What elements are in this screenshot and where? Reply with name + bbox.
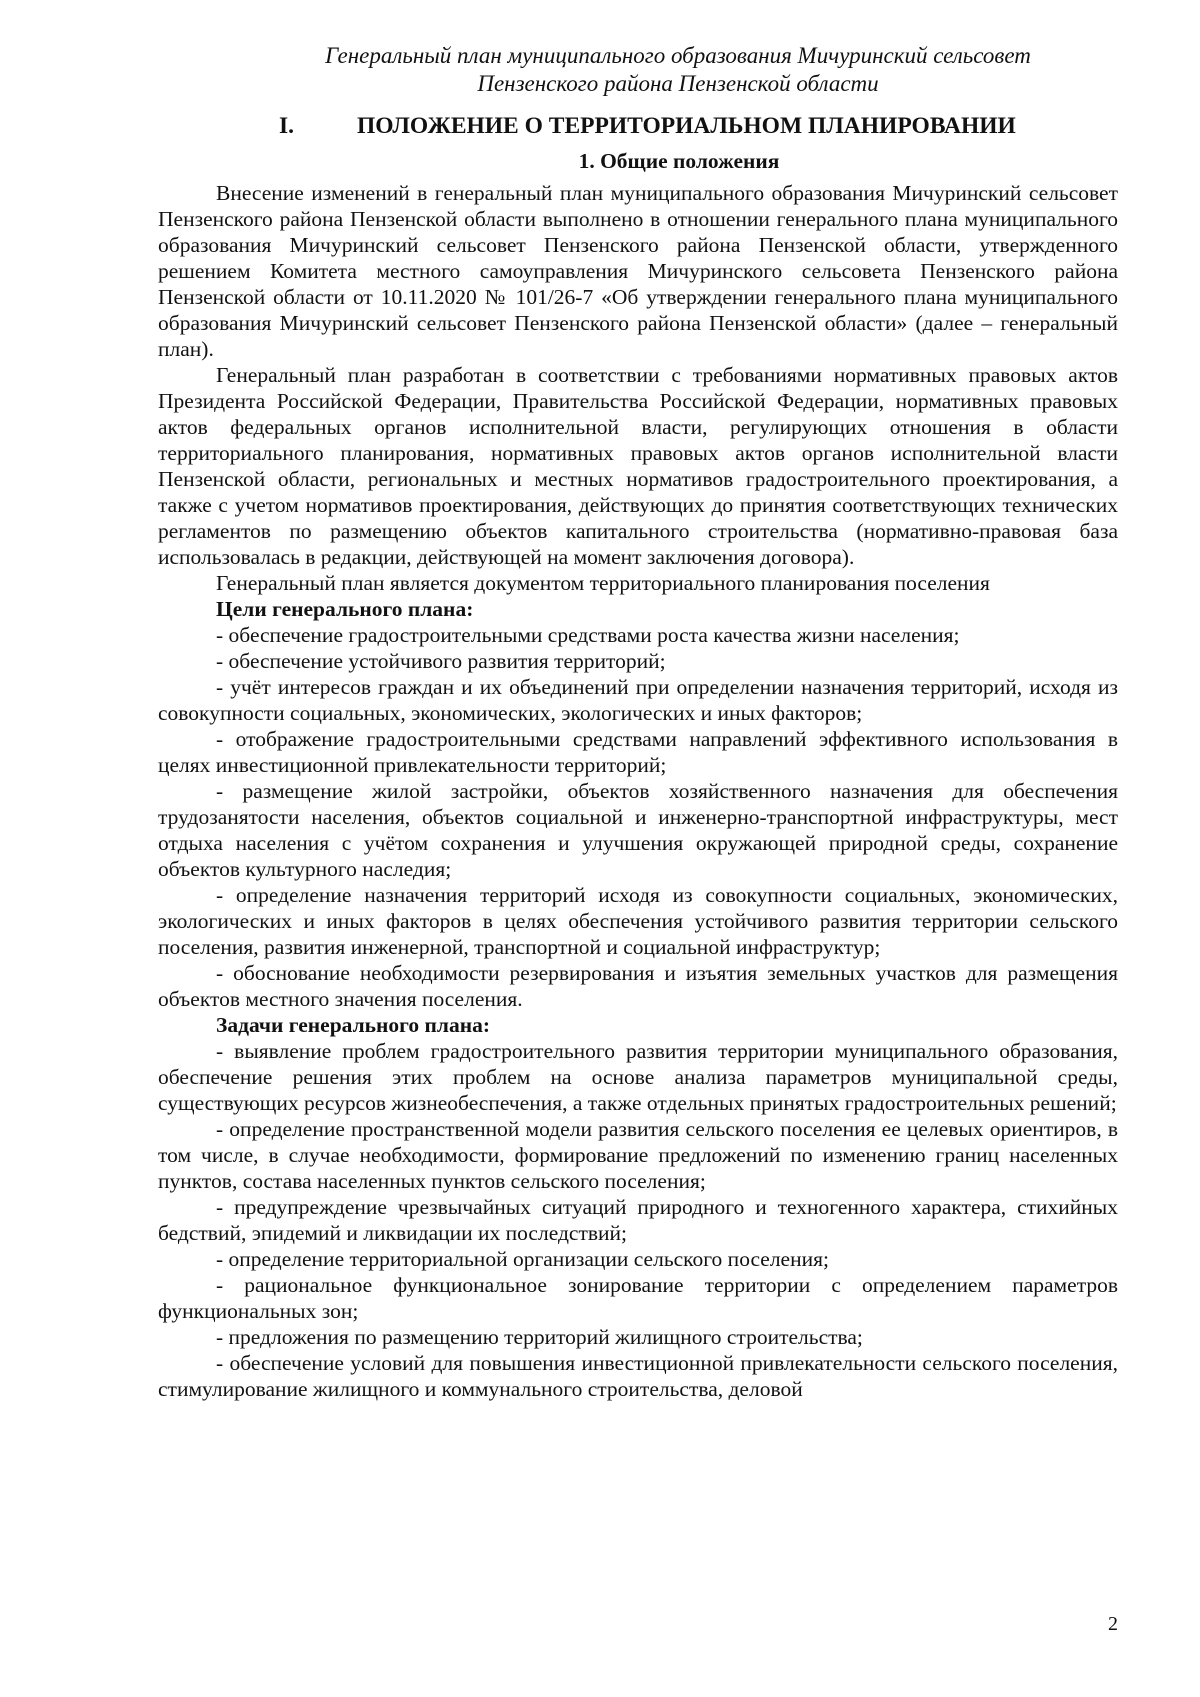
document-page xyxy=(158,42,1118,1402)
task-item: - предупреждение чрезвычайных ситуаций природного и техногенного характера, стихийных бедствий, эпидемий и ликвидации их последствий; xyxy=(158,1195,1118,1245)
goal-item: - обеспечение градостроительными средствами роста качества жизни населения; xyxy=(216,623,960,647)
running-header-line-1: Генеральный план муниципального образования Мичуринский сельсовет xyxy=(325,43,1031,68)
goal-item: - отображение градостроительными средствами направлений эффективного использования в целях инвестиционной привлекательности территорий; xyxy=(158,727,1118,777)
section-title: 1. Общие положения xyxy=(578,149,780,173)
document-body xyxy=(158,180,1118,1402)
task-item: - определение территориальной организации сельского поселения; xyxy=(216,1247,829,1271)
tasks-heading: Задачи генерального плана: xyxy=(216,1013,491,1037)
chapter-number: I. xyxy=(279,113,295,139)
task-item: - выявление проблем градостроительного развития территории муниципального образования, обеспечение решения этих проблем на основе анализа параметров муниципальной среды, существующих ресурсов жизнеобеспечения, а также отдельных принятых градостроительных решений; xyxy=(158,1039,1118,1115)
paragraph: Генеральный план является документом территориального планирования поселения xyxy=(216,571,990,595)
goal-item: - учёт интересов граждан и их объединений при определении назначения территорий, исходя из совокупности социальных, экономических, экологических и иных факторов; xyxy=(158,675,1118,725)
paragraph: Генеральный план разработан в соответствии с требованиями нормативных правовых актов Президента Российской Федерации, Правительства Российской Федерации, нормативных правовых актов федеральных органов исполнительной власти, регулирующих отношения в области территориального планирования, нормативных правовых актов органов исполнительной власти Пензенской области, региональных и местных нормативов градостроительного проектирования, а также с учетом нормативов проектирования, действующих до принятия соответствующих технических регламентов по размещению объектов капитального строительства (нормативно-правовая база использовалась в редакции, действующей на момент заключения договора). xyxy=(158,363,1118,569)
paragraph: Внесение изменений в генеральный план муниципального образования Мичуринский сельсовет Пензенского района Пензенской области выполнено в отношении генерального плана муниципального образования Мичуринский сельсовет Пензенского района Пензенской области, утвержденного решением Комитета местного самоуправления Мичуринского сельсовета Пензенского района Пензенской области от 10.11.2020 № 101/26-7 «Об утверждении генерального плана муниципального образования Мичуринский сельсовет Пензенского района Пензенской области» (далее – генеральный план). xyxy=(158,181,1118,361)
task-item: - предложения по размещению территорий жилищного строительства; xyxy=(216,1325,863,1349)
goal-item: - обеспечение устойчивого развития территорий; xyxy=(216,649,666,673)
goal-item: - обоснование необходимости резервирования и изъятия земельных участков для размещения объектов местного значения поселения. xyxy=(158,961,1118,1011)
goal-item: - определение назначения территорий исходя из совокупности социальных, экономических, экологических и иных факторов в целях обеспечения устойчивого развития территории сельского поселения, развития инженерной, транспортной и социальной инфраструктур; xyxy=(158,883,1118,959)
task-item: - рациональное функциональное зонирование территории с определением параметров функциональных зон; xyxy=(158,1273,1118,1323)
page-number: 2 xyxy=(1108,1613,1118,1635)
task-item: - обеспечение условий для повышения инвестиционной привлекательности сельского поселения, стимулирование жилищного и коммунального строительства, деловой xyxy=(158,1351,1118,1401)
running-header xyxy=(158,42,1118,98)
running-header-line-2: Пензенского района Пензенской области xyxy=(477,71,879,96)
goals-heading: Цели генерального плана: xyxy=(216,597,474,621)
task-item: - определение пространственной модели развития сельского поселения ее целевых ориентиров, в том числе, в случае необходимости, формирование предложений по изменению границ населенных пунктов, состава населенных пунктов сельского поселения; xyxy=(158,1117,1118,1193)
chapter-heading xyxy=(158,112,1118,140)
goal-item: - размещение жилой застройки, объектов хозяйственного назначения для обеспечения трудозанятости населения, объектов социальной и инженерно-транспортной инфраструктуры, мест отдыха населения с учётом сохранения и улучшения окружающей природной среды, сохранение объектов культурного наследия; xyxy=(158,779,1118,881)
chapter-title: ПОЛОЖЕНИЕ О ТЕРРИТОРИАЛЬНОМ ПЛАНИРОВАНИИ xyxy=(357,113,1016,139)
